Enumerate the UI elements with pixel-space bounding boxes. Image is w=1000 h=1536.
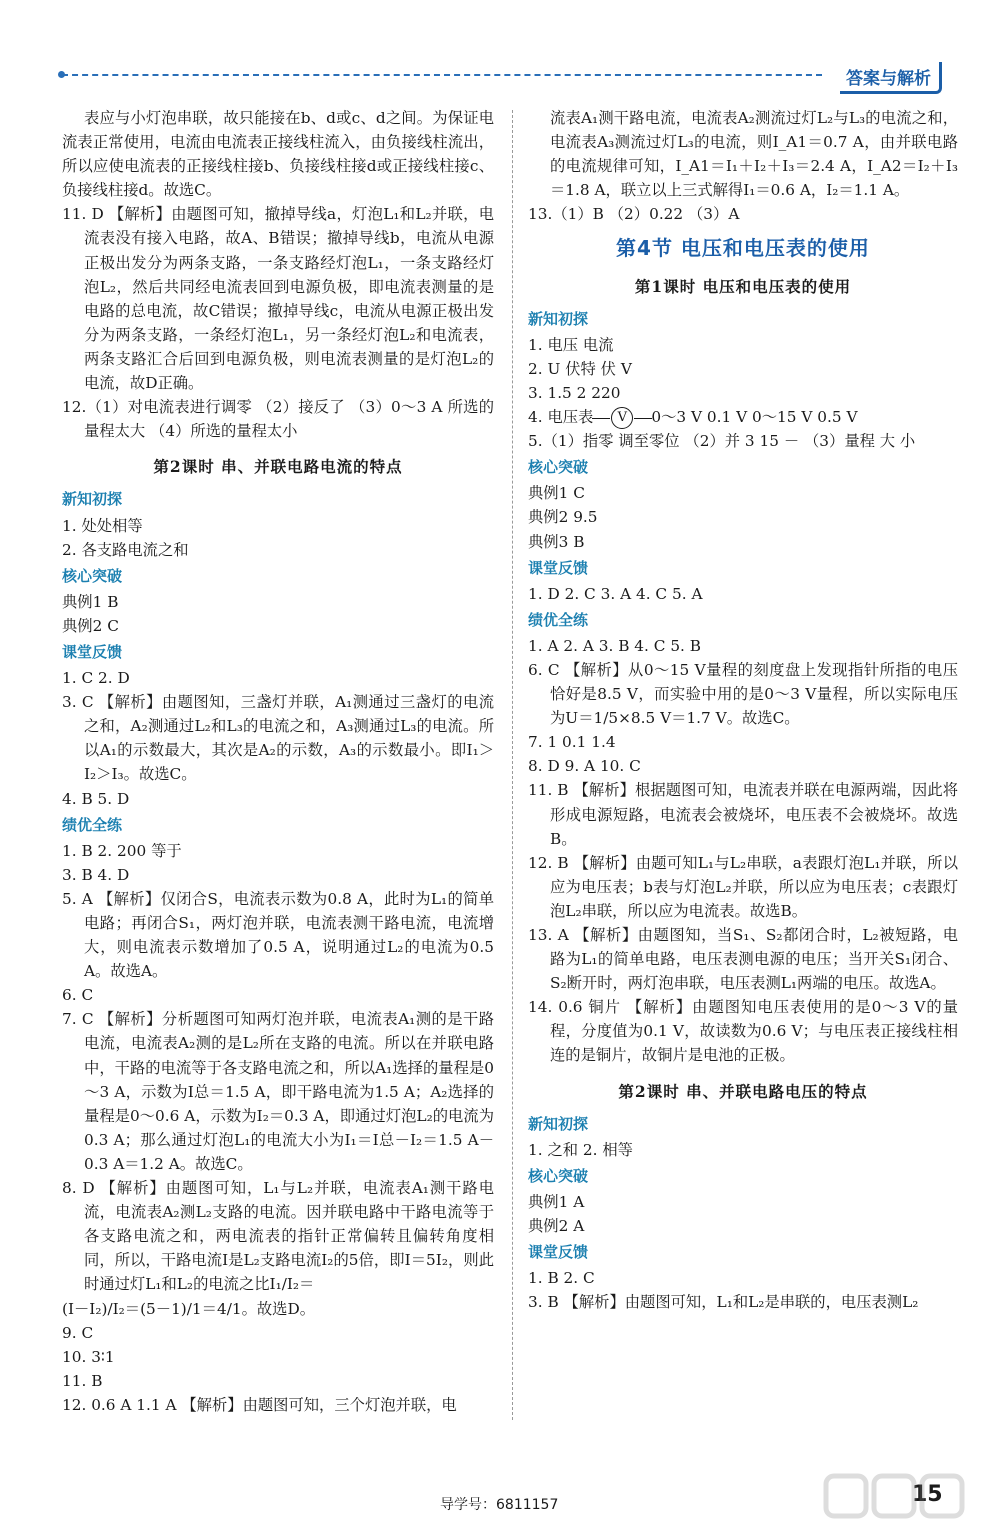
answer-8: 8. D 【解析】由题图可知，L₁与L₂并联，电流表A₁测干路电流，电流表A₂测L₂支路的电流。因并联电路中干路电流等于各支路电流之和，两电流表的指针正常偏转且偏转角度相同，所以，干路电流I是L₂支路电流I₂的5倍，即I＝5I₂，则此时通过灯L₁和L₂的电流之比I₁/I₂＝ <box>62 1179 494 1294</box>
voltmeter-label: 4. 电压表 <box>528 408 594 427</box>
answer-line: 1. B 2. 200 等于 <box>62 841 182 860</box>
watermark-logo-icon <box>820 1470 970 1530</box>
answer-line: 1. A 2. A 3. B 4. C 5. B <box>528 636 702 655</box>
lesson-title: 第2课时 串、并联电路电压的特点 <box>618 1081 868 1101</box>
header-title: 答案与解析 <box>840 62 942 94</box>
answer-3: 3. B 【解析】由题图可知，L₁和L₂是串联的，电压表测L₂ <box>528 1293 919 1312</box>
answer-line: 4. B 5. D <box>62 789 130 808</box>
answer-line: 典例1 A <box>528 1192 585 1211</box>
answer-line: 典例2 C <box>62 616 119 635</box>
left-column <box>62 106 494 1417</box>
answer-line: 典例2 A <box>528 1217 585 1236</box>
answer-line: 典例3 B <box>528 532 585 551</box>
continued-text: 表应与小灯泡串联，故只能接在b、d或c、d之间。为保证电流表正常使用，电流由电流表正接线柱流入，由负接线柱流出，所以应使电流表的正接线柱接b、负接线柱接d或正接线柱接c、负接线柱接d。故选C。 <box>62 109 494 200</box>
answer-10: 10. 3∶1 <box>62 1347 115 1366</box>
answer-12: 12. B 【解析】由题可知L₁与L₂串联，a表跟灯泡L₁并联，所以应为电压表；b表与灯泡L₂并联，所以应为电压表；c表跟灯泡L₂串联，所以应为电流表。故选B。 <box>528 853 958 920</box>
section-heading: 新知初探 <box>528 309 589 328</box>
lesson-title: 第2课时 串、并联电路电流的特点 <box>153 457 403 477</box>
answer-9: 9. C <box>62 1323 94 1342</box>
column-divider <box>512 110 513 1420</box>
answer-line: 典例1 B <box>62 592 119 611</box>
continued-text: 流表A₁测干路电流，电流表A₂测流过灯L₂与L₃的电流之和，电流表A₃测流过灯L₃的电流，则I_A1＝0.7 A，由并联电路的电流规律可知，I_A1＝I₁＋I₂＋I₃＝2.4 A，I_A2＝I₂＋I₃＝1.8 A，联立以上三式解得I₁＝0.6 A，I₂＝1.1 A。 <box>550 109 958 200</box>
section-heading: 绩优全练 <box>528 610 589 629</box>
section-heading: 课堂反馈 <box>528 1243 589 1262</box>
section-heading: 核心突破 <box>528 458 589 477</box>
answer-12b: 12. 0.6 A 1.1 A 【解析】由题图可知，三个灯泡并联，电 <box>62 1395 457 1414</box>
voltmeter-ranges: 0～3 V 0.1 V 0～15 V 0.5 V <box>651 408 858 427</box>
answer-11: 11. D 【解析】由题图可知，撤掉导线a，灯泡L₁和L₂并联，电流表没有接入电路，故A、B错误；撤掉导线b，电流从电源正极出发分为两条支路，一条支路经灯泡L₁，一条支路经灯泡L₂，然后共同经电流表回到电源负极，即电流表测量的是电路的总电流，故C错误；撤掉导线c，电流从电源正极出发分为两条支路，一条经灯泡L₁，另一条经灯泡L₂和电流表，两条支路汇合后回到电源负极，则电流表测量的是灯泡L₂的电流，故D正确。 <box>62 205 494 393</box>
answer-line: 3. 1.5 2 220 <box>528 383 621 402</box>
answer-line: 1. C 2. D <box>62 669 130 688</box>
voltmeter-symbol-icon: V <box>611 407 633 429</box>
answer-line: 典例1 C <box>528 484 585 503</box>
page-number: 15 <box>912 1482 943 1507</box>
right-column <box>528 106 958 1314</box>
answer-8: 8. D 9. A 10. C <box>528 757 641 776</box>
answer-13b: 13. A 【解析】由题图知，当S₁、S₂都闭合时，L₂被短路，电路为L₁的简单电路，电压表测电源的电压；当开关S₁闭合、S₂断开时，两灯泡串联，电压表测L₁两端的电压。故选A。 <box>528 926 958 993</box>
section-heading: 核心突破 <box>62 566 123 585</box>
answer-line: 5.（1）指零 调至零位 （2）并 3 15 － （3）量程 大 小 <box>528 432 916 451</box>
answer-3: 3. C 【解析】由题图知，三盏灯并联，A₁测通过三盏灯的电流之和，A₂测通过L₂和L₃的电流之和，A₃测通过L₃的电流。所以A₁的示数最大，其次是A₂的示数，A₃的示数最小。即I₁＞I₂＞I₃。故选C。 <box>62 693 494 784</box>
answer-line: 1. 处处相等 <box>62 516 143 535</box>
chapter-title: 第4节 电压和电压表的使用 <box>616 236 870 261</box>
answer-line: 1. 之和 2. 相等 <box>528 1140 633 1159</box>
header-dashed-line <box>62 74 822 76</box>
answer-line-voltmeter <box>528 405 958 429</box>
section-heading: 绩优全练 <box>62 815 123 834</box>
answer-line: 2. U 伏特 伏 V <box>528 359 632 378</box>
answer-line: 1. D 2. C 3. A 4. C 5. A <box>528 584 703 603</box>
answer-6: 6. C 【解析】从0～15 V量程的刻度盘上发现指针所指的电压恰好是8.5 V，而实验中用的是0～3 V量程，所以实际电压为U＝1/5×8.5 V＝1.7 V。故选C。 <box>528 660 958 728</box>
answer-line: 1. B 2. C <box>528 1269 595 1288</box>
lesson-title: 第1课时 电压和电压表的使用 <box>634 276 852 296</box>
answer-line: 2. 各支路电流之和 <box>62 540 189 559</box>
answer-13: 13.（1）B （2）0.22 （3）A <box>528 205 740 224</box>
answer-12: 12.（1）对电流表进行调零 （2）接反了 （3）0～3 A 所选的量程太大 （4）所选的量程太小 <box>62 398 494 441</box>
answer-line: 1. 电压 电流 <box>528 335 614 354</box>
answer-line: 3. B 4. D <box>62 865 130 884</box>
answer-14: 14. 0.6 铜片 【解析】由题图知电压表使用的是0～3 V的量程，分度值为0.1 V，故读数为0.6 V；与电压表正接线柱相连的是铜片，故铜片是电池的正极。 <box>528 998 958 1065</box>
answer-6: 6. C <box>62 986 94 1005</box>
answer-11b: 11. B <box>62 1371 103 1390</box>
section-heading: 核心突破 <box>528 1166 589 1185</box>
answer-7: 7. 1 0.1 1.4 <box>528 733 616 752</box>
footer-code: 导学号：6811157 <box>440 1497 559 1513</box>
section-heading: 课堂反馈 <box>528 558 589 577</box>
section-heading: 新知初探 <box>62 490 123 509</box>
section-heading: 新知初探 <box>528 1114 589 1133</box>
answer-8-formula: (I－I₂)/I₂＝(5－1)/1＝4/1。故选D。 <box>62 1299 316 1318</box>
section-heading: 课堂反馈 <box>62 642 123 661</box>
page-header <box>62 62 942 92</box>
answer-11: 11. B 【解析】根据题图可知，电流表并联在电源两端，因此将形成电源短路，电流表会被烧坏，电压表不会被烧坏。故选B。 <box>528 781 958 848</box>
answer-5: 5. A 【解析】仅闭合S，电流表示数为0.8 A，此时为L₁的简单电路；再闭合S₁，两灯泡并联，电流表测干路电流，电流增大，则电流表示数增加了0.5 A，说明通过L₂的电流为0.5 A。故选A。 <box>62 889 494 981</box>
answer-7: 7. C 【解析】分析题图可知两灯泡并联，电流表A₁测的是干路电流，电流表A₂测的是L₂所在支路的电流。所以在并联电路中，干路的电流等于各支路电流之和，所以A₁选择的量程是0～3 A，示数为I总＝1.5 A，即干路电流为1.5 A；A₂选择的量程是0～0.6 A，示数为I₂＝0.3 A，即通过灯泡L₂的电流为0.3 A；那么通过灯泡L₁的电流大小为I₁＝I总－I₂＝1.5 A－0.3 A＝1.2 A。故选C。 <box>62 1010 494 1173</box>
answer-line: 典例2 9.5 <box>528 508 598 527</box>
